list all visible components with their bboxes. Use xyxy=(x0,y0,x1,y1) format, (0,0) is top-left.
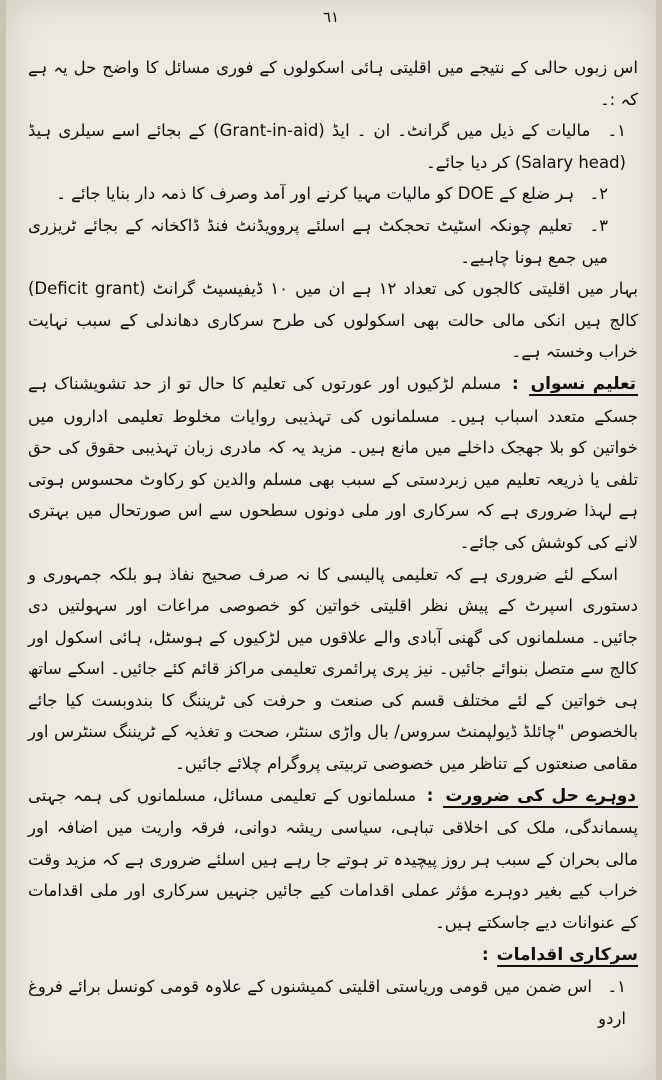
item-text: تعلیم چونکہ اسٹیٹ تحجکٹ ہے اسلئے پروویڈنٹ فنڈ ڈاکخانہ کے بجائے ٹریزری میں جمع ہونا چاہیے۔ xyxy=(28,215,608,267)
english-term: DOE xyxy=(457,184,494,204)
page-body xyxy=(28,52,638,1034)
heading-colon: : xyxy=(481,944,489,964)
section-heading-govt-measures: سرکاری اقدامات xyxy=(496,944,638,965)
english-term: (Grant-in-aid) xyxy=(213,121,325,141)
section-text: مسلم لڑکیوں اور عورتوں کی تعلیم کا حال تو از حد تشویشناک ہے جسکے متعدد اسباب ہیں۔ مسلمانوں کی تہذیبی روایات مخلوط تعلیمی اداروں میں خواتین کو بلا جھجک داخلے میں مانع ہیں۔ مزید یہ کہ مادری زبان تہذیبی حقوق کی حق تلفی یا ذریعہ تعلیم میں زبردستی کے سبب بھی مسلم والدین کو رکاوٹ محسوس ہوتی ہے لہذا ضروری ہے کہ سرکاری اور ملی دونوں سطحوں سے اس صورتحال میں بہتری لانے کی کوشش کی جائے۔ xyxy=(28,373,638,552)
english-term: (Deficit grant) xyxy=(28,279,146,299)
paragraph-text: بہار میں اقلیتی کالجوں کی تعداد ۱۲ ہے ان میں ۱۰ ڈیفیسیٹ گرانٹ xyxy=(152,279,638,299)
list-item-2 xyxy=(28,178,638,210)
item-text: مالیات کے ذیل میں گرانٹ۔ ان ۔ ایڈ xyxy=(331,121,591,141)
list-item-1 xyxy=(28,115,638,178)
item-text: کر دیا جائے۔ xyxy=(426,152,510,172)
section-heading-women-education: تعلیم نسواں xyxy=(530,373,636,394)
women-education-section xyxy=(28,368,638,559)
item-text: کے بجائے اسے سیلری ہیڈ xyxy=(28,121,207,141)
paragraph-text: کالج ہیں انکی مالی حالت بھی اسکولوں کی طرح سرکاری دھاندلی کے سبب نہایت خراب وخستہ ہے۔ xyxy=(28,310,638,362)
english-term: (Salary head) xyxy=(514,152,626,172)
book-page xyxy=(6,0,656,1080)
item-number: ۱۔ xyxy=(607,121,627,141)
section-text: مسلمانوں کے تعلیمی مسائل، مسلمانوں کی ہمہ جہتی پسماندگی، ملک کی اخلاقی تباہی، سیاسی ریشہ دوانی، فرقہ واریت میں اضافہ اور مالی بحران کے سبب ہر روز پیچیدہ تر ہوتے جا رہے ہیں اسلئے ضروری ہے کہ مزید وقت خراب کیے بغیر دوہرے مؤثر عملی اقدامات کیے جائیں جنہیں سرکاری اور ملی اقدامات کے عنوانات دیے جاسکتے ہیں۔ xyxy=(28,785,638,933)
item-number: ۳۔ xyxy=(589,215,608,235)
section-heading-dual-solution: دوہرے حل کی ضرورت xyxy=(445,785,637,806)
intro-paragraph: اس زبوں حالی کے نتیجے میں اقلیتی ہائی اسکولوں کے فوری مسائل کا واضح حل یہ ہے کہ :۔ xyxy=(28,58,638,109)
page-number: ٦١ xyxy=(322,8,340,26)
bihar-paragraph xyxy=(28,273,638,368)
item-number: ۱۔ xyxy=(607,977,626,997)
item-text: اس ضمن میں قومی وریاستی اقلیتی کمیشنوں کے علاوہ قومی کونسل برائے فروغ اردو xyxy=(28,977,626,1028)
heading-colon: : xyxy=(512,373,519,393)
dual-solution-section xyxy=(28,780,638,939)
heading-colon: : xyxy=(426,785,434,805)
policy-paragraph: اسکے لئے ضروری ہے کہ تعلیمی پالیسی کا نہ صرف صحیح نفاذ ہو بلکہ جمہوری و دستوری اسپرٹ کے پیش نظر اقلیتی خواتین کو خصوصی مراعات اور سہولتیں دی جائیں۔ مسلمانوں کی گھنی آبادی والے علاقوں میں لڑکیوں کے ہوسٹل، ہائی اسکول اور کالج سے متصل بنوائے جائیں۔ نیز پری پرائمری تعلیمی مراکز قائم کئے جائیں۔ اسکے ساتھ ہی خواتین کے لئے مختلف قسم کی صنعت و حرفت کی ٹریننگ کا بندوبست کیا جائے بالخصوص "چائلڈ ڈیولپمنٹ سروس/ بال واڑی سنٹر، صحت و تغذیہ کے ٹریننگ سنٹرس اور مقامی صنعتوں کے تناظر میں خصوصی تربیتی پروگرام چلائے جائیں۔ xyxy=(28,564,638,774)
item-text: ہر ضلع کے xyxy=(499,184,575,204)
item-text: کو مالیات مہیا کرنے اور آمد وصرف کا ذمہ دار بنایا جائے ۔ xyxy=(56,184,453,204)
govt-list-item-1 xyxy=(28,971,638,1034)
govt-measures-section xyxy=(28,939,638,972)
item-number: ۲۔ xyxy=(589,184,608,204)
list-item-3 xyxy=(28,210,638,273)
